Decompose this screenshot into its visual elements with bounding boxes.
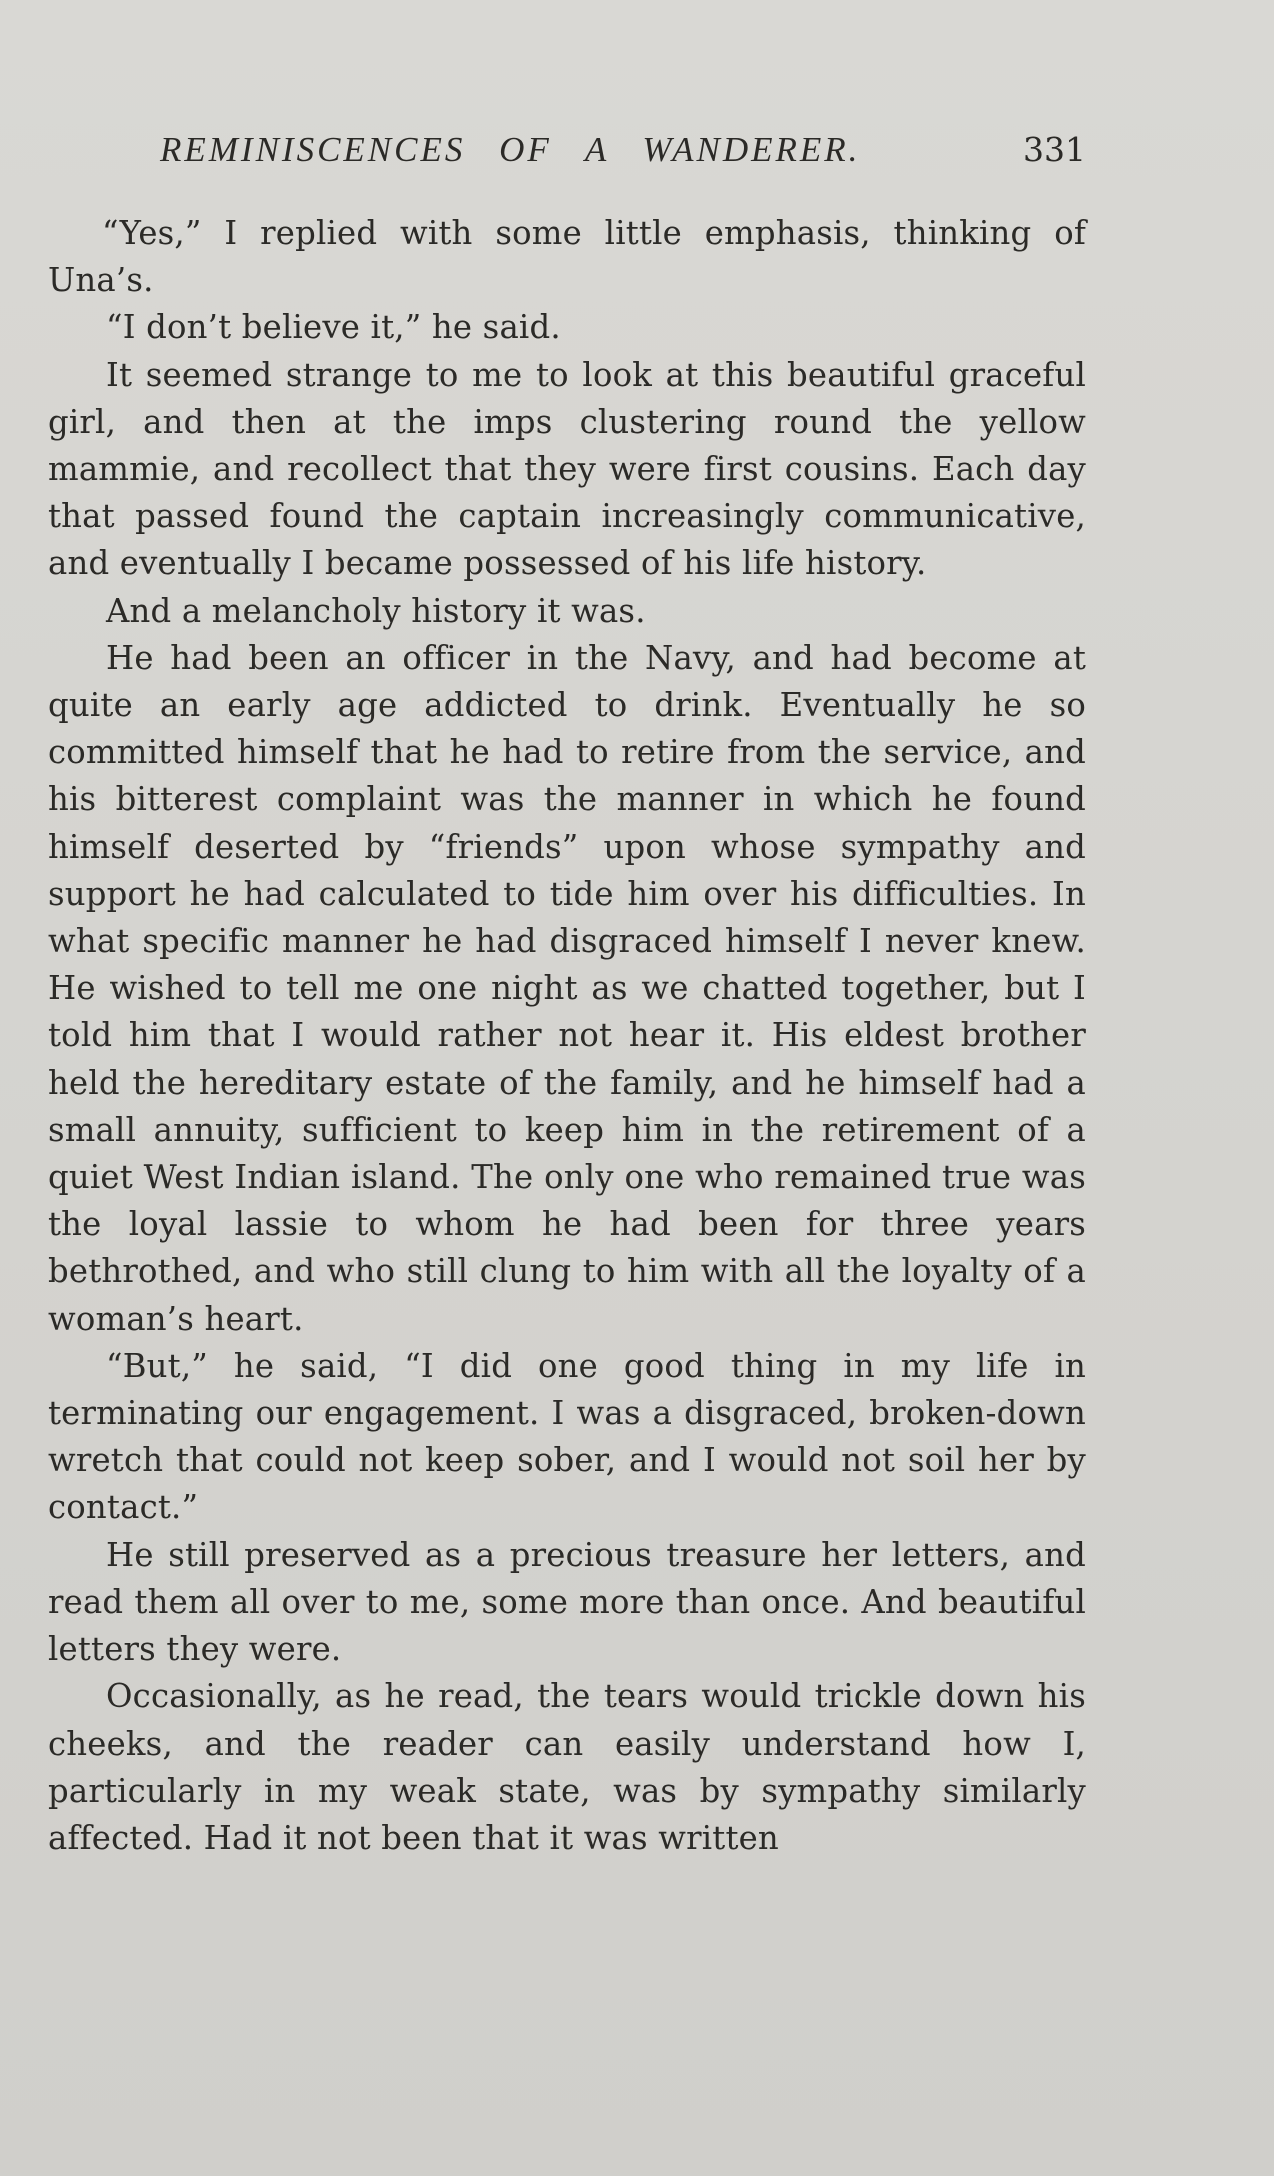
- running-title: REMINISCENCES OF A WANDERER.: [160, 130, 861, 169]
- paragraph: He had been an officer in the Navy, and had become at quite an early age addicted to drink. Eventually he so committed himself that he had to retire from the service, and his bitterest complaint was the manner in which he found himself deserted by “friends” upon whose sympathy and support he had calculated to tide him over his difficulties. In what specific manner he had disgraced himself I never knew. He wished to tell me one night as we chatted together, but I told him that I would rather not hear it. His eldest brother held the hereditary estate of the family, and he himself had a small annuity, sufficient to keep him in the retirement of a quiet West Indian island. The only one who remained true was the loyal lassie to whom he had been for three years bethrothed, and who still clung to him with all the loyalty of a woman’s heart.: [48, 638, 1086, 1338]
- page-number: 331: [1023, 130, 1086, 169]
- paragraph: And a melancholy history it was.: [106, 591, 646, 630]
- paragraph: “But,” he said, “I did one good thing in my life in terminating our engagement. I was a disgraced, broken-down wretch that could not keep sober, and I would not soil her by contact.”: [48, 1346, 1086, 1527]
- paragraph: It seemed strange to me to look at this beautiful graceful girl, and then at the imps clustering round the yellow mammie, and recollect that they were first cousins. Each day that passed found the captain increasingly communicative, and eventually I became possessed of his life history.: [48, 355, 1086, 583]
- body-text: [48, 210, 1086, 1862]
- paragraph: He still preserved as a precious treasure her letters, and read them all over to me, some more than once. And beautiful letters they were.: [48, 1535, 1086, 1669]
- page-header: [48, 130, 1086, 176]
- paragraph: “I don’t believe it,” he said.: [106, 308, 561, 347]
- paragraph: “Yes,” I replied with some little emphasis, thinking of Una’s.: [48, 214, 1086, 300]
- paragraph: Occasionally, as he read, the tears would trickle down his cheeks, and the reader can easily understand how I, particularly in my weak state, was by sympathy similarly affected. Had it not been that it was written: [48, 1677, 1086, 1857]
